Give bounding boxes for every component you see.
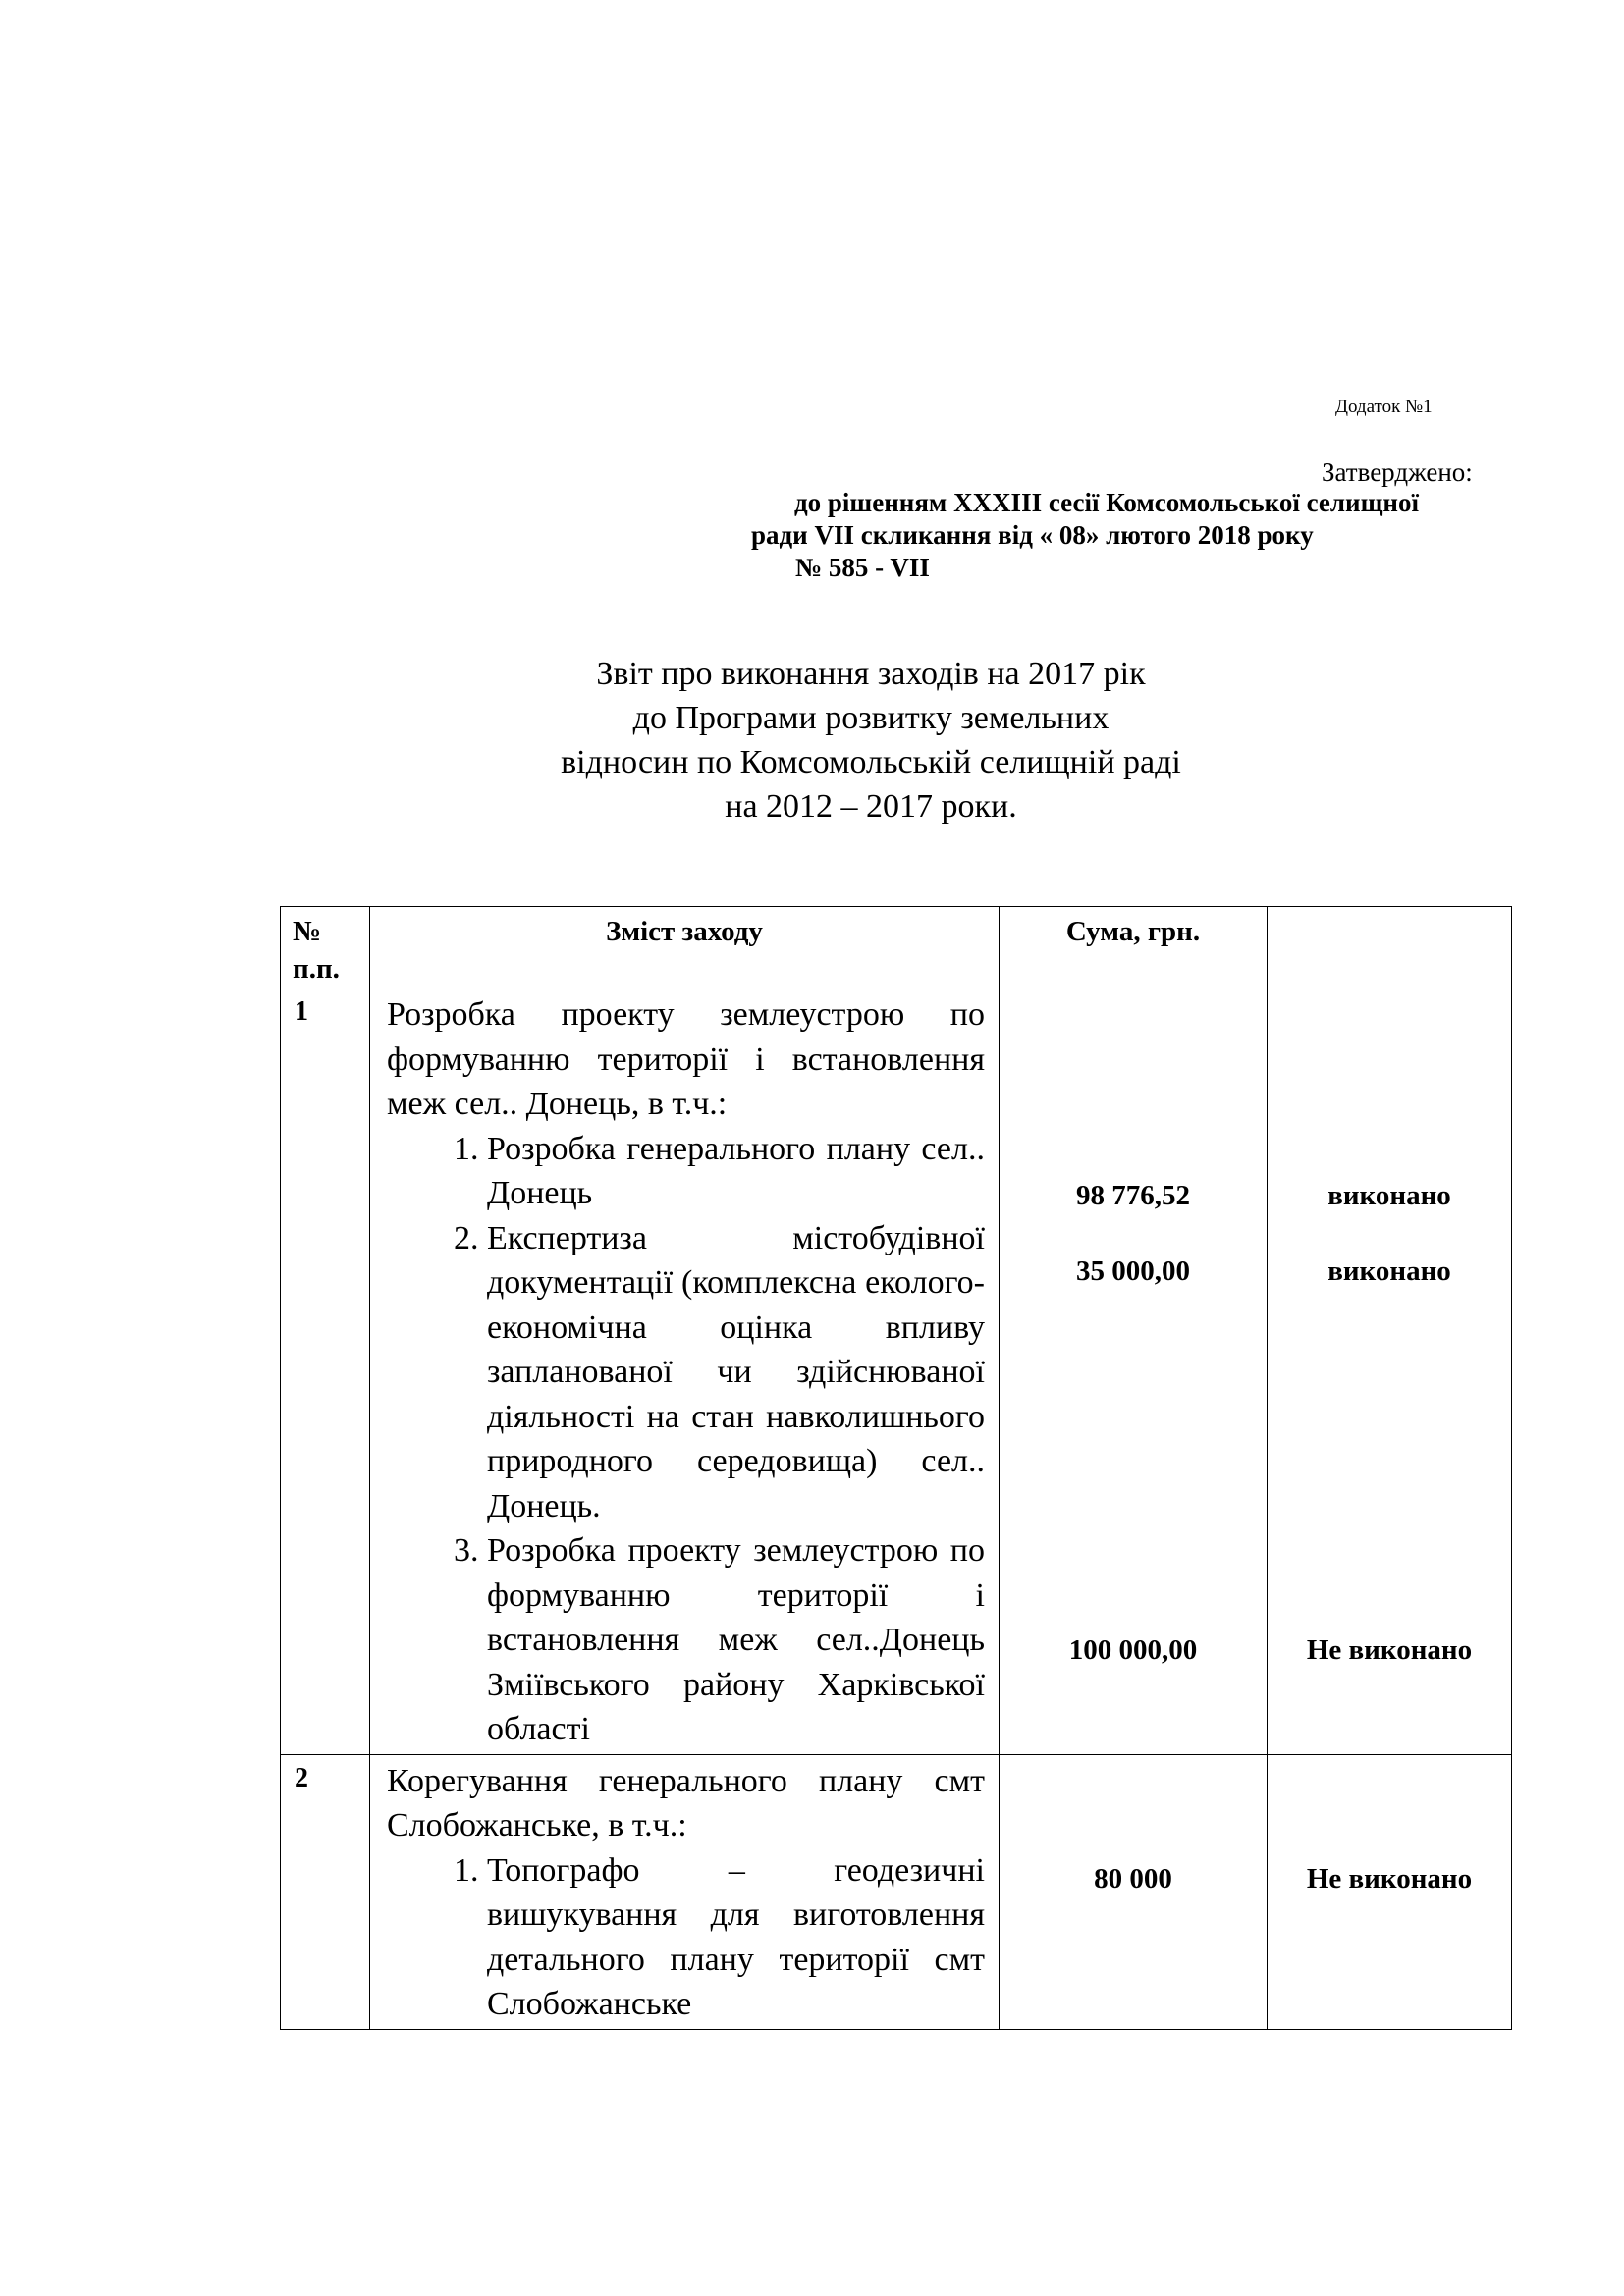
sub-item: 2. Експертиза містобудівної документації (комплексна еколого-економічна оцінка впливу запланованої чи здійснюваної діяльності на стан навколишнього природного середовища) сел.. Донець.	[487, 1216, 985, 1529]
sum-cell	[1000, 1754, 1268, 2029]
table-row	[281, 1754, 1512, 2029]
decree-line: до рішенням XXXIII сесії Комсомольської селищної	[794, 488, 1419, 517]
title-line: на 2012 – 2017 роки.	[725, 788, 1017, 825]
sub-item-list	[387, 1848, 985, 2027]
status-value: виконано	[1327, 1255, 1451, 1287]
row-number: 1	[281, 988, 370, 1755]
status-value: Не виконано	[1306, 1634, 1473, 1666]
header-number: № п.п.	[281, 907, 370, 988]
sub-item: 1. Розробка генерального плану сел.. Донець	[487, 1127, 985, 1216]
sum-value: 35 000,00	[1076, 1255, 1190, 1287]
sub-item: 1. Топографо – геодезичні вишукування для виготовлення детального плану території смт Слобожанське	[487, 1848, 985, 2027]
measures-table	[280, 906, 1512, 2030]
decree-line: ради VII скликання від « 08» лютого 2018 року	[751, 520, 1314, 550]
sub-item: 3. Розробка проекту землеустрою по формуванню території і встановлення меж сел..Донець Зміївського району Харківської області	[487, 1528, 985, 1752]
appendix-label: Додаток №1	[1335, 397, 1433, 417]
status-cell	[1268, 988, 1512, 1755]
status-value: Не виконано	[1306, 1862, 1473, 1895]
row-content	[370, 988, 1000, 1755]
sub-item-list	[387, 1127, 985, 1752]
sum-value: 98 776,52	[1076, 1180, 1190, 1211]
sum-cell	[1000, 988, 1268, 1755]
report-title	[0, 652, 1624, 828]
row-number: 2	[281, 1754, 370, 2029]
title-line: Звіт про виконання заходів на 2017 рік	[596, 656, 1146, 692]
status-cell	[1268, 1754, 1512, 2029]
sum-value: 100 000,00	[1068, 1634, 1198, 1666]
title-line: до Програми розвитку земельних	[632, 700, 1110, 736]
table-row	[281, 988, 1512, 1755]
row-intro: Корегування генерального плану смт Слобожанське, в т.ч.:	[387, 1762, 985, 1843]
sum-value: 80 000	[1094, 1862, 1172, 1895]
approved-label: Затверджено:	[1322, 457, 1473, 487]
decree-block	[746, 487, 1419, 584]
table-header-row	[281, 907, 1512, 988]
title-line: відносин по Комсомольській селищній раді	[561, 744, 1181, 780]
header-status	[1268, 907, 1512, 988]
decree-number: № 585 - VII	[795, 553, 930, 582]
header-content: Зміст заходу	[370, 907, 1000, 988]
row-intro: Розробка проекту землеустрою по формуванню території і встановлення меж сел.. Донець, в т.ч.:	[387, 996, 985, 1122]
status-value: виконано	[1327, 1180, 1451, 1211]
header-sum: Сума, грн.	[1000, 907, 1268, 988]
row-content	[370, 1754, 1000, 2029]
